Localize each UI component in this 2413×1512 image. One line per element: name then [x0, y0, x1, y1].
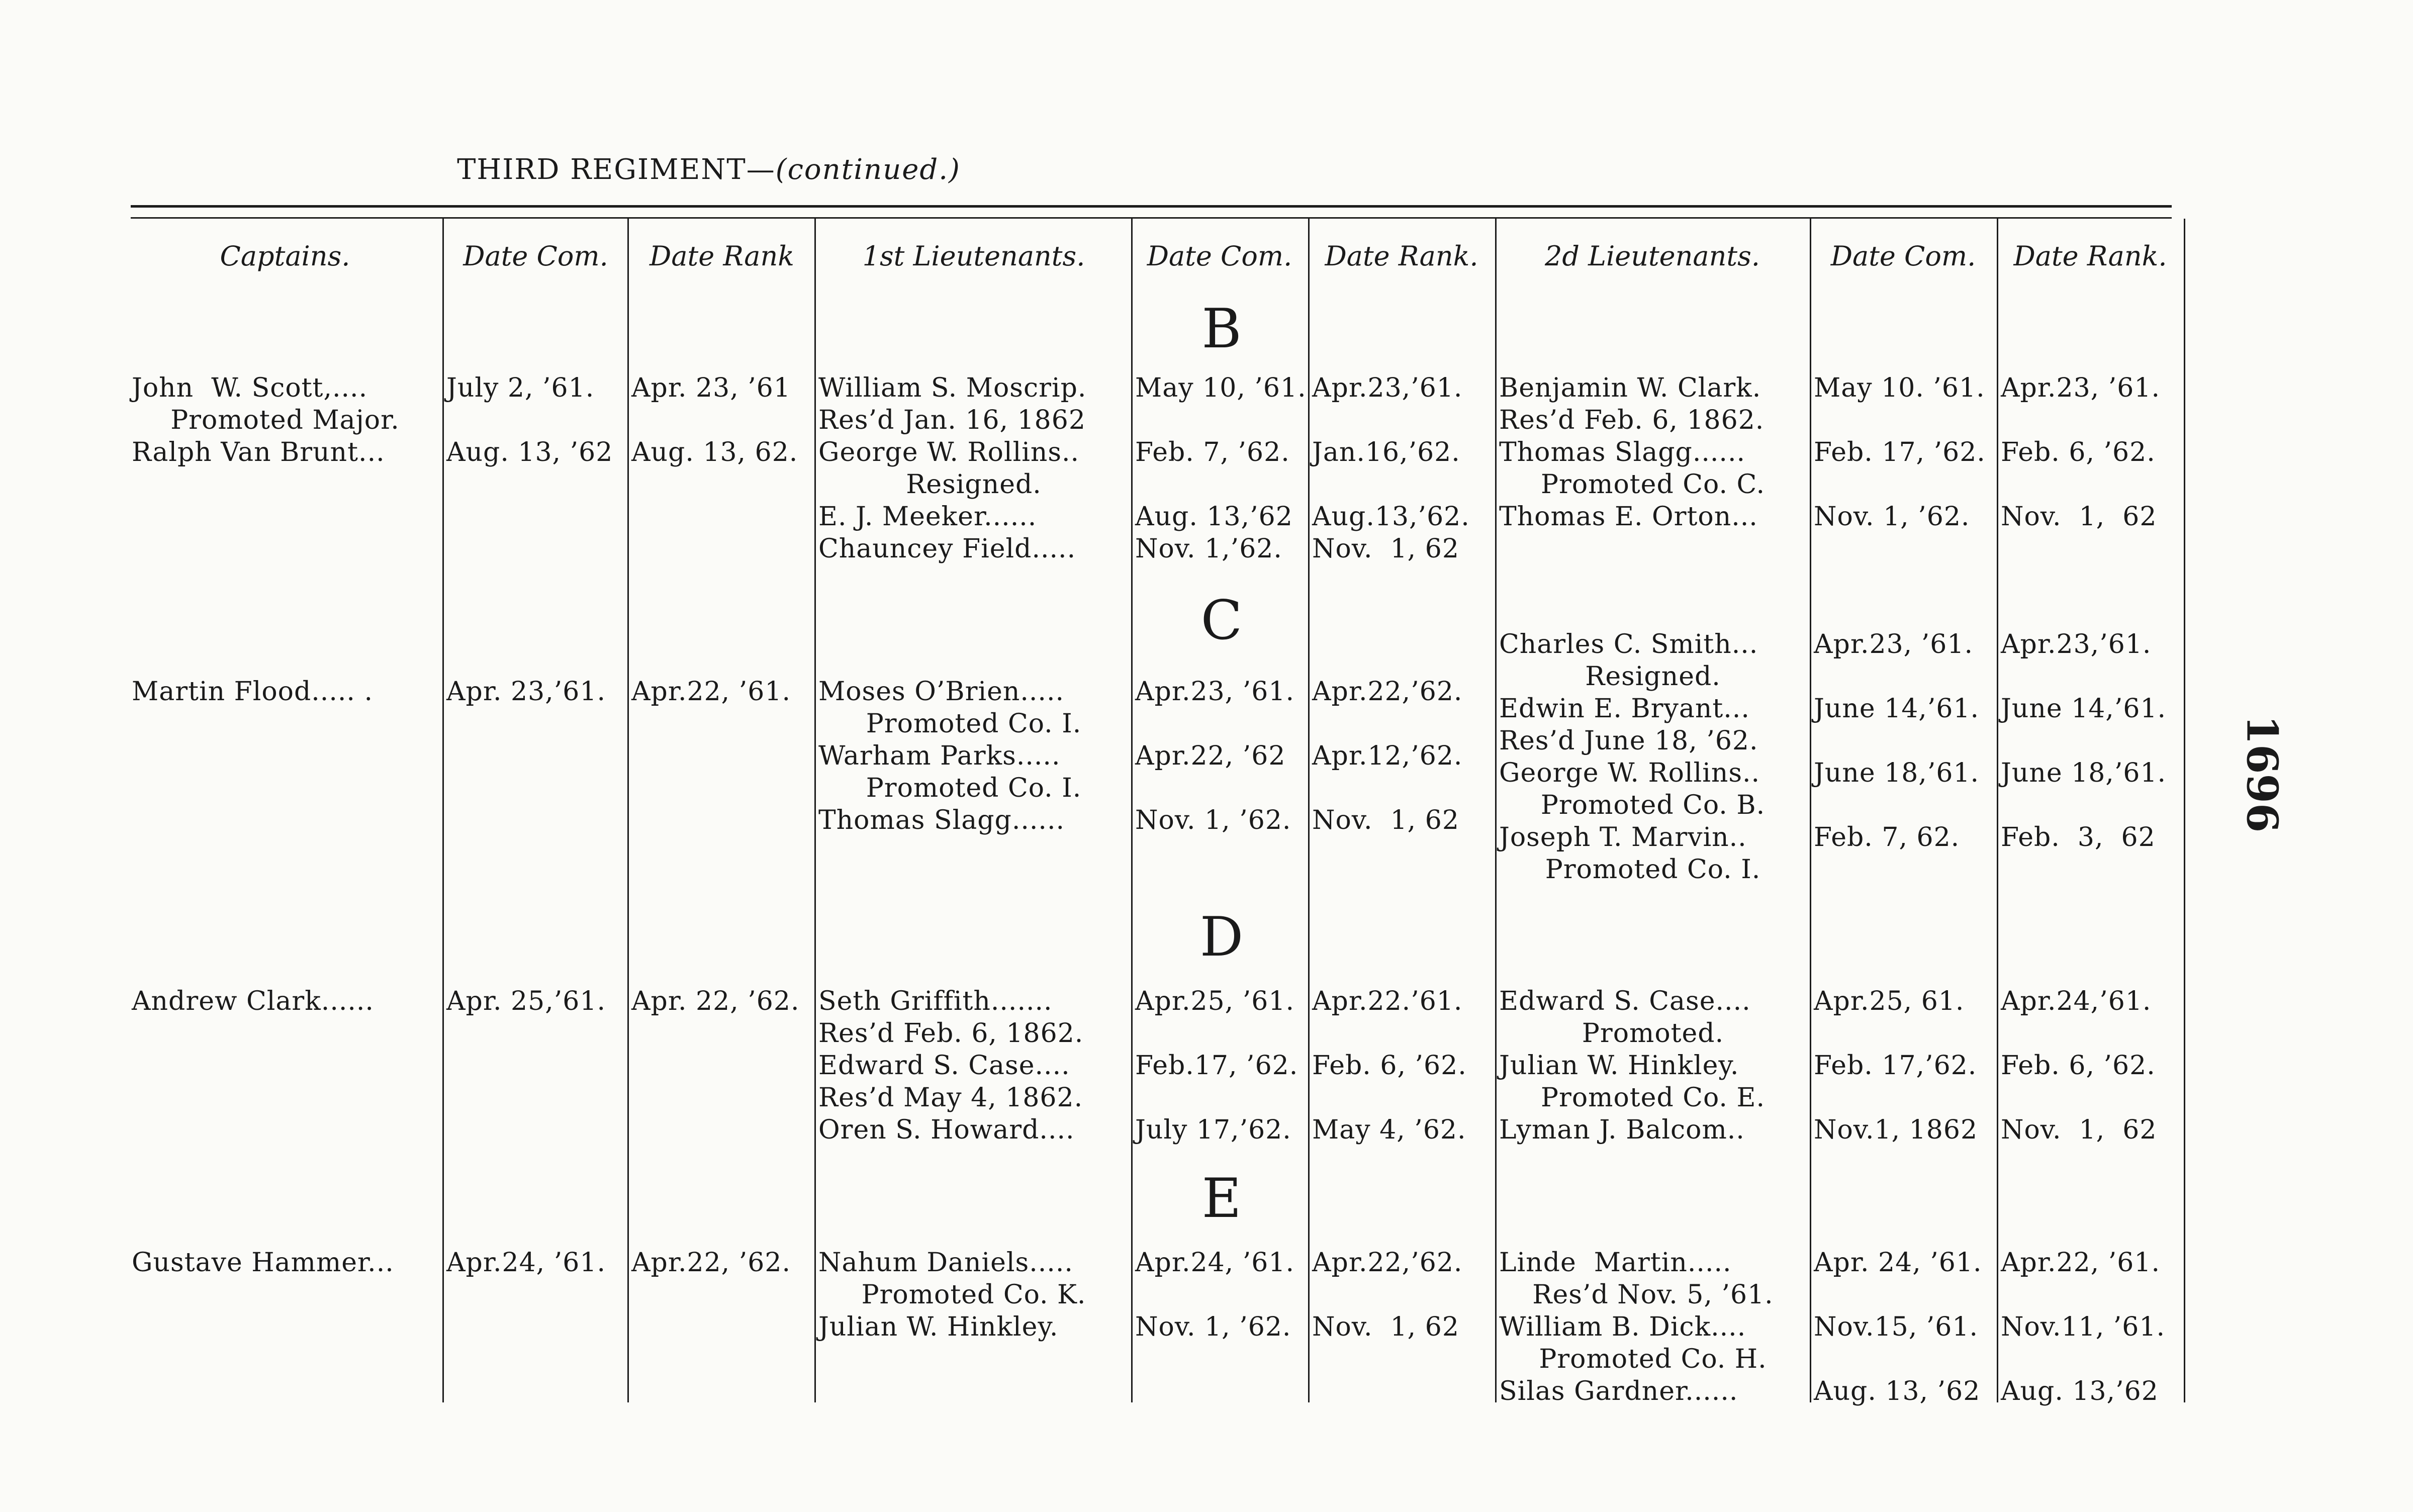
- first-lieutenant-entry: Res’d Feb. 6, 1862.: [818, 1018, 1084, 1049]
- second-lieutenant-entry: Linde Martin.....: [1499, 1248, 1732, 1278]
- first-lieutenant-entry: Oren S. Howard....: [818, 1115, 1075, 1145]
- date-commissioned: Nov.15, ’61.: [1814, 1312, 1978, 1342]
- hdr-date-rank: Date Rank.: [1325, 240, 1478, 272]
- date-of-rank: Apr.23,’61.: [2001, 629, 2152, 659]
- date-commissioned: May 10. ’61.: [1814, 373, 1985, 403]
- date-commissioned: Apr. 23,’61.: [446, 677, 606, 707]
- date-commissioned: Apr. 25,’61.: [446, 986, 606, 1016]
- captain-entry: Gustave Hammer...: [132, 1248, 394, 1278]
- second-lieutenant-entry: Promoted Co. E.: [1541, 1083, 1765, 1113]
- second-lieutenant-entry: Promoted Co. B.: [1540, 790, 1766, 820]
- first-lieutenant-entry: Res’d May 4, 1862.: [818, 1083, 1083, 1113]
- date-commissioned: Apr.25, 61.: [1814, 986, 1965, 1016]
- date-of-rank: Nov.11, ’61.: [2001, 1312, 2165, 1342]
- date-of-rank: June 18,’61.: [2001, 758, 2167, 788]
- second-lieutenant-entry: Benjamin W. Clark.: [1499, 373, 1761, 403]
- second-lieutenant-entry: Joseph T. Marvin..: [1499, 822, 1747, 853]
- date-commissioned: Apr. 24, ’61.: [1814, 1248, 1982, 1278]
- date-commissioned: Feb.17, ’62.: [1135, 1051, 1298, 1081]
- top-rule: [131, 205, 2172, 208]
- date-commissioned: Apr.23, ’61.: [1814, 629, 1973, 659]
- hdr-date-com: Date Com.: [1830, 240, 1976, 272]
- date-of-rank: May 4, ’62.: [1312, 1115, 1466, 1145]
- captain-entry: Ralph Van Brunt...: [132, 437, 385, 467]
- second-lieutenant-entry: William B. Dick....: [1499, 1312, 1746, 1342]
- column-rule: [2184, 219, 2185, 1402]
- second-lieutenant-entry: Promoted.: [1582, 1018, 1724, 1049]
- date-of-rank: Apr. 22, ’62.: [631, 986, 800, 1016]
- date-commissioned: July 2, ’61.: [446, 373, 595, 403]
- first-lieutenant-entry: George W. Rollins..: [818, 437, 1080, 467]
- second-lieutenant-entry: Res’d Nov. 5, ’61.: [1532, 1280, 1774, 1310]
- date-commissioned: Apr.23, ’61.: [1135, 677, 1294, 707]
- date-of-rank: Jan.16,’62.: [1312, 437, 1460, 467]
- date-of-rank: Nov. 1, 62: [2001, 502, 2157, 532]
- date-commissioned: Apr.25, ’61.: [1135, 986, 1294, 1016]
- date-commissioned: Feb. 17, ’62.: [1814, 437, 1986, 467]
- header-rule: [131, 217, 2172, 219]
- date-commissioned: Aug. 13,’62: [1135, 502, 1293, 532]
- first-lieutenant-entry: Promoted Co. I.: [866, 709, 1082, 739]
- date-of-rank: Feb. 6, ’62.: [1312, 1051, 1467, 1081]
- first-lieutenant-entry: Seth Griffith.......: [818, 986, 1053, 1016]
- company-letter: D: [1199, 906, 1244, 969]
- company-letter: B: [1201, 298, 1242, 360]
- captain-entry: Andrew Clark......: [132, 986, 374, 1016]
- date-of-rank: Apr.12,’62.: [1312, 741, 1463, 771]
- second-lieutenant-entry: Thomas Slagg......: [1499, 437, 1746, 467]
- date-commissioned: Feb. 17,’62.: [1814, 1051, 1977, 1081]
- second-lieutenant-entry: Edwin E. Bryant...: [1499, 694, 1750, 724]
- date-commissioned: May 10, ’61.: [1135, 373, 1307, 403]
- date-commissioned: June 18,’61.: [1814, 758, 1980, 788]
- company-letter: E: [1201, 1167, 1242, 1230]
- date-commissioned: Feb. 7, ’62.: [1135, 437, 1290, 467]
- date-commissioned: Aug. 13, ’62: [446, 437, 613, 467]
- date-commissioned: Nov.1, 1862: [1814, 1115, 1978, 1145]
- date-commissioned: Apr.22, ’62: [1135, 741, 1286, 771]
- first-lieutenant-entry: Nahum Daniels.....: [818, 1248, 1073, 1278]
- second-lieutenant-entry: Res’d June 18, ’62.: [1499, 726, 1758, 756]
- column-rule: [627, 219, 629, 1402]
- second-lieutenant-entry: Res’d Feb. 6, 1862.: [1499, 405, 1765, 435]
- date-commissioned: Nov. 1, ’62.: [1135, 1312, 1291, 1342]
- second-lieutenant-entry: Charles C. Smith...: [1499, 629, 1758, 659]
- page-title-main: THIRD REGIMENT—: [457, 153, 776, 186]
- date-of-rank: Aug. 13,’62: [2001, 1376, 2159, 1406]
- hdr-2d-lieutenants: 2d Lieutenants.: [1545, 240, 1760, 272]
- column-rule: [1495, 219, 1497, 1402]
- second-lieutenant-entry: Lyman J. Balcom..: [1499, 1115, 1745, 1145]
- date-of-rank: Feb. 3, 62: [2001, 822, 2156, 853]
- date-commissioned: Nov. 1, ’62.: [1135, 805, 1291, 835]
- captain-entry: Martin Flood..... .: [132, 677, 373, 707]
- date-of-rank: Apr.22.’61.: [1312, 986, 1463, 1016]
- date-of-rank: Apr.22, ’62.: [631, 1248, 791, 1278]
- second-lieutenant-entry: Silas Gardner......: [1499, 1376, 1738, 1406]
- date-of-rank: Aug.13,’62.: [1312, 502, 1470, 532]
- date-of-rank: Nov. 1, 62: [1312, 805, 1459, 835]
- first-lieutenant-entry: Edward S. Case....: [818, 1051, 1070, 1081]
- first-lieutenant-entry: William S. Moscrip.: [818, 373, 1087, 403]
- hdr-date-com: Date Com.: [463, 240, 608, 272]
- date-of-rank: Apr.22, ’61.: [2001, 1248, 2160, 1278]
- date-of-rank: Apr.22,’62.: [1312, 677, 1463, 707]
- captain-entry: Promoted Major.: [170, 405, 400, 435]
- column-rule: [442, 219, 444, 1402]
- date-of-rank: June 14,’61.: [2001, 694, 2167, 724]
- second-lieutenant-entry: Resigned.: [1585, 662, 1721, 692]
- first-lieutenant-entry: Res’d Jan. 16, 1862: [818, 405, 1086, 435]
- hdr-captains: Captains.: [220, 240, 350, 272]
- column-rule: [1997, 219, 1998, 1402]
- column-rule: [1810, 219, 1811, 1402]
- second-lieutenant-entry: Promoted Co. C.: [1541, 469, 1765, 500]
- first-lieutenant-entry: Moses O’Brien.....: [818, 677, 1064, 707]
- date-of-rank: Apr.22, ’61.: [631, 677, 791, 707]
- captain-entry: John W. Scott,....: [132, 373, 368, 403]
- first-lieutenant-entry: Warham Parks.....: [818, 741, 1061, 771]
- second-lieutenant-entry: Edward S. Case....: [1499, 986, 1751, 1016]
- date-commissioned: Feb. 7, 62.: [1814, 822, 1960, 853]
- first-lieutenant-entry: Resigned.: [906, 469, 1042, 500]
- date-of-rank: Aug. 13, 62.: [631, 437, 798, 467]
- hdr-date-rank: Date Rank: [649, 240, 794, 272]
- second-lieutenant-entry: Julian W. Hinkley.: [1499, 1051, 1739, 1081]
- date-commissioned: June 14,’61.: [1814, 694, 1980, 724]
- page-number: 1696: [2237, 715, 2287, 833]
- date-commissioned: Apr.24, ’61.: [446, 1248, 606, 1278]
- first-lieutenant-entry: Chauncey Field.....: [818, 534, 1076, 564]
- second-lieutenant-entry: Promoted Co. I.: [1545, 855, 1761, 885]
- first-lieutenant-entry: Thomas Slagg......: [818, 805, 1065, 835]
- date-of-rank: Apr.23, ’61.: [2001, 373, 2160, 403]
- date-of-rank: Nov. 1, 62: [1312, 1312, 1459, 1342]
- hdr-1st-lieutenants: 1st Lieutenants.: [862, 240, 1085, 272]
- date-of-rank: Apr.23,’61.: [1312, 373, 1463, 403]
- date-commissioned: Apr.24, ’61.: [1135, 1248, 1294, 1278]
- date-of-rank: Nov. 1, 62: [1312, 534, 1459, 564]
- hdr-date-com: Date Com.: [1147, 240, 1292, 272]
- date-of-rank: Feb. 6, ’62.: [2001, 437, 2156, 467]
- date-of-rank: Nov. 1, 62: [2001, 1115, 2157, 1145]
- date-commissioned: Aug. 13, ’62: [1814, 1376, 1981, 1406]
- date-commissioned: July 17,’62.: [1135, 1115, 1291, 1145]
- first-lieutenant-entry: Julian W. Hinkley.: [818, 1312, 1059, 1342]
- first-lieutenant-entry: Promoted Co. I.: [866, 773, 1082, 803]
- company-letter: C: [1200, 589, 1243, 652]
- date-commissioned: Nov. 1,’62.: [1135, 534, 1282, 564]
- first-lieutenant-entry: Promoted Co. K.: [861, 1280, 1086, 1310]
- date-of-rank: Apr.22,’62.: [1312, 1248, 1463, 1278]
- page-title-continued: (continued.): [775, 153, 961, 186]
- second-lieutenant-entry: Thomas E. Orton...: [1499, 502, 1758, 532]
- second-lieutenant-entry: Promoted Co. H.: [1539, 1344, 1767, 1374]
- date-of-rank: Apr. 23, ’61: [631, 373, 791, 403]
- first-lieutenant-entry: E. J. Meeker......: [818, 502, 1037, 532]
- column-rule: [814, 219, 816, 1402]
- date-of-rank: Apr.24,’61.: [2001, 986, 2152, 1016]
- page-title: [0, 153, 1418, 186]
- hdr-date-rank: Date Rank.: [2013, 240, 2167, 272]
- date-of-rank: Feb. 6, ’62.: [2001, 1051, 2156, 1081]
- date-commissioned: Nov. 1, ’62.: [1814, 502, 1970, 532]
- second-lieutenant-entry: George W. Rollins..: [1499, 758, 1760, 788]
